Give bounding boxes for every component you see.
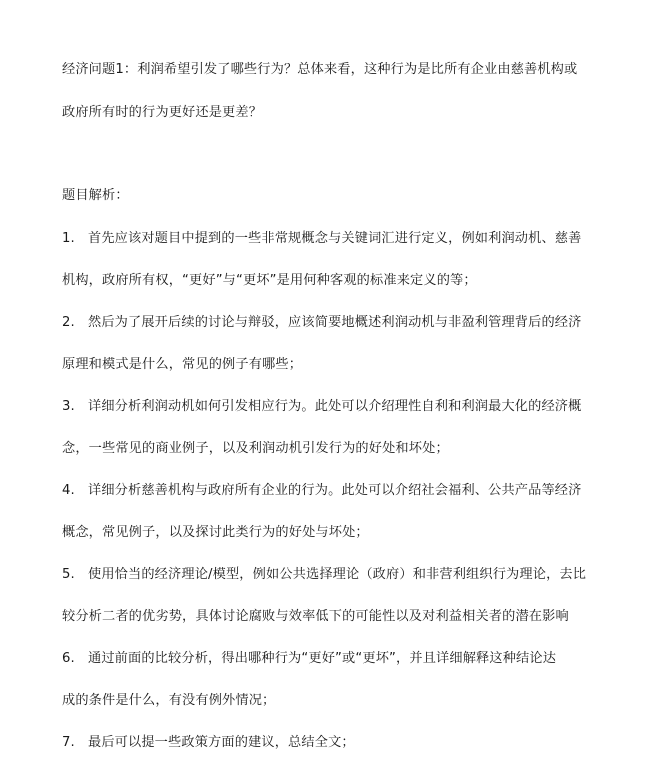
list-item-5-cont: 较分析二者的优劣势，具体讨论腐败与效率低下的可能性以及对利益相关者的潜在影响 xyxy=(62,609,569,624)
item-number: 2. xyxy=(62,315,75,330)
analysis-heading: 题目解析： xyxy=(62,188,129,203)
item-text: 最后可以提一些政策方面的建议，总结全文； xyxy=(88,735,355,750)
list-item-7 xyxy=(62,734,355,752)
item-text: 详细分析慈善机构与政府所有企业的行为。此处可以介绍社会福利、公共产品等经济 xyxy=(88,483,582,498)
list-item-2 xyxy=(62,314,581,332)
list-item-3-cont: 念，一些常见的商业例子，以及利润动机引发行为的好处和坏处； xyxy=(62,441,449,456)
item-number: 6. xyxy=(62,651,75,666)
item-text: 然后为了展开后续的讨论与辩驳，应该简要地概述利润动机与非盈利管理背后的经济 xyxy=(88,315,582,330)
list-item-6-cont: 成的条件是什么，有没有例外情况； xyxy=(62,693,276,708)
list-item-5 xyxy=(62,566,586,584)
list-item-4-cont: 概念，常见例子，以及探讨此类行为的好处与坏处； xyxy=(62,525,369,540)
item-number: 4. xyxy=(62,483,75,498)
item-number: 1. xyxy=(62,231,75,246)
item-text: 首先应该对题目中提到的一些非常规概念与关键词汇进行定义，例如利润动机、慈善 xyxy=(88,231,582,246)
question-line-2: 政府所有时的行为更好还是更差？ xyxy=(62,105,263,120)
list-item-4 xyxy=(62,482,581,500)
item-text: 通过前面的比较分析，得出哪种行为“更好”或“更坏”，并且详细解释这种结论达 xyxy=(88,651,557,666)
item-text: 详细分析利润动机如何引发相应行为。此处可以介绍理性自利和利润最大化的经济概 xyxy=(88,399,582,414)
item-number: 5. xyxy=(62,567,75,582)
list-item-2-cont: 原理和模式是什么，常见的例子有哪些； xyxy=(62,357,303,372)
item-text: 使用恰当的经济理论/模型，例如公共选择理论（政府）和非营利组织行为理论，去比 xyxy=(88,567,587,582)
list-item-3 xyxy=(62,398,581,416)
item-number: 7. xyxy=(62,735,75,750)
list-item-6 xyxy=(62,650,556,668)
item-number: 3. xyxy=(62,399,75,414)
question-line-1: 经济问题1：利润希望引发了哪些行为？总体来看，这种行为是比所有企业由慈善机构或 xyxy=(62,62,578,77)
list-item-1 xyxy=(62,230,581,248)
list-item-1-cont: 机构，政府所有权，“更好”与“更坏”是用何种客观的标准来定义的等； xyxy=(62,273,477,288)
